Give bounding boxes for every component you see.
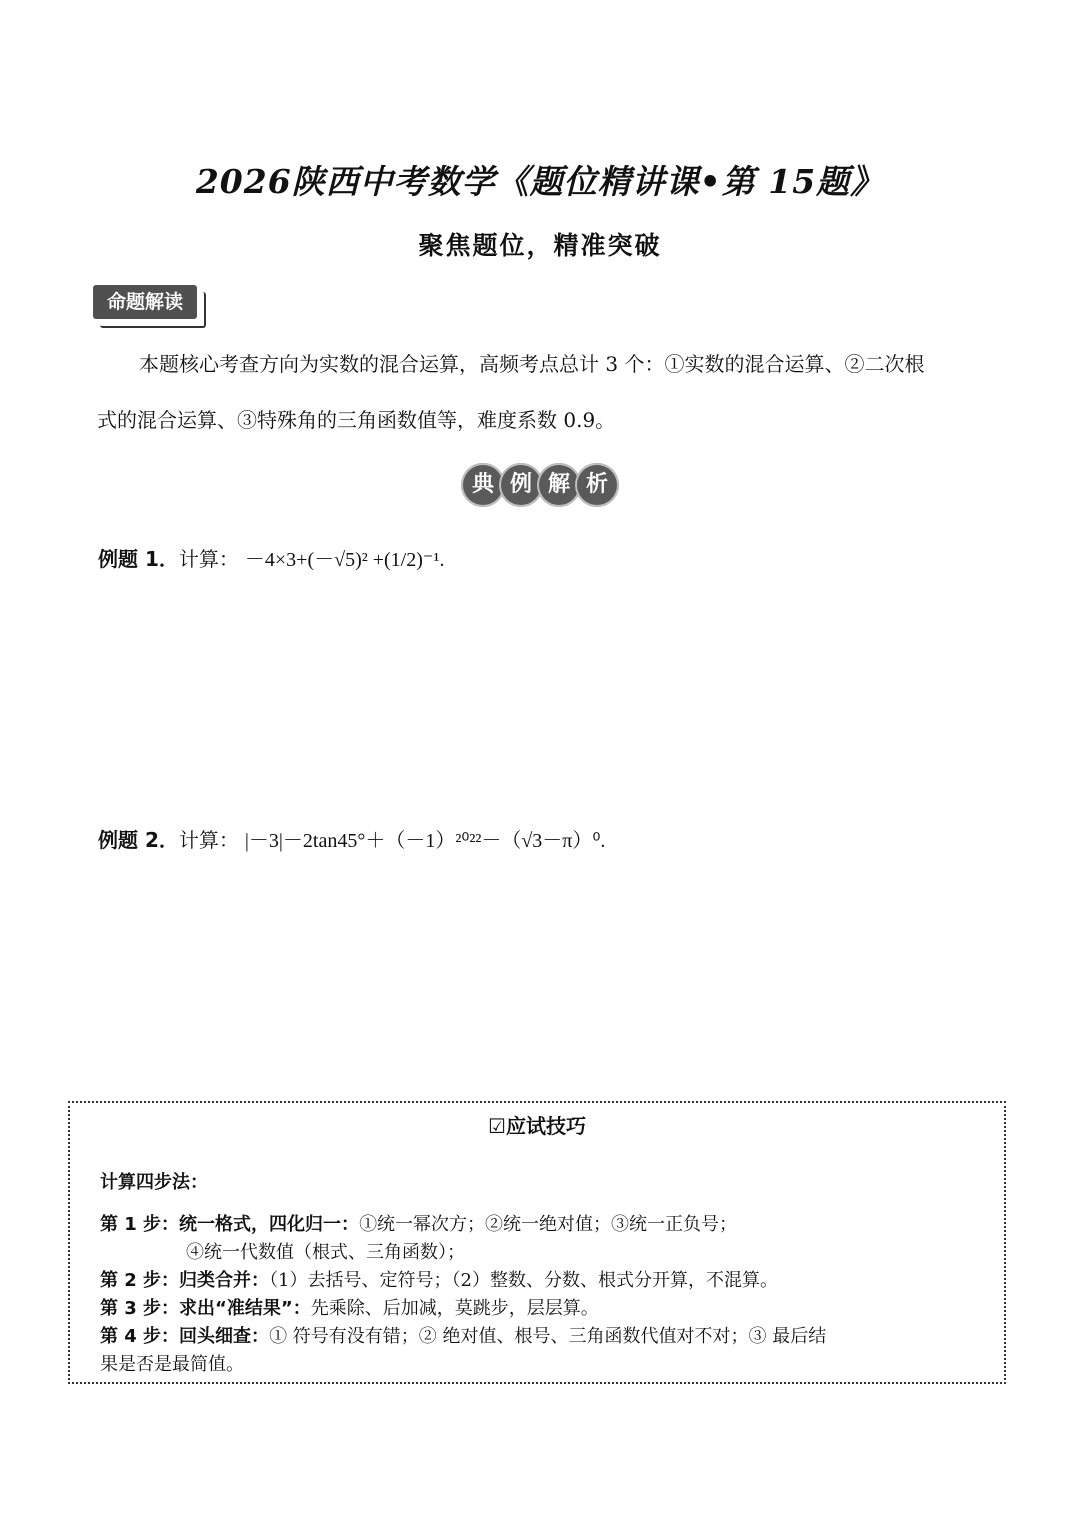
- example-2: [98, 824, 605, 853]
- example-1-prefix: 计算：: [178, 547, 239, 571]
- examples-header: [461, 463, 613, 511]
- example-2-label: 例题 2．: [98, 828, 179, 852]
- example-2-expression: |－3|－2tan45°＋（－1）²⁰²²－（√3－π）⁰.: [244, 830, 606, 852]
- tips-step: [100, 1266, 778, 1292]
- tips-step: [100, 1210, 737, 1236]
- examples-header-char: 例: [499, 463, 543, 507]
- tips-step-text: （1）去括号、定符号；（2）整数、分数、根式分开算，不混算。: [269, 1270, 778, 1291]
- tips-title: ☑应试技巧: [488, 1114, 586, 1138]
- analysis-tag: 命题解读: [93, 285, 197, 319]
- examples-header-char: 析: [575, 463, 619, 507]
- tips-step-text: ④统一代数值（根式、三角函数）；: [186, 1242, 465, 1263]
- analysis-line-2: 式的混合运算、③特殊角的三角函数值等，难度系数 0.9。: [97, 408, 616, 432]
- tips-step-label: 第 1 步：统一格式，四化归一：: [100, 1214, 360, 1235]
- examples-header-char: 典: [461, 463, 505, 507]
- tips-step: [100, 1294, 599, 1320]
- tips-step-text: 果是否是最简值。: [100, 1354, 244, 1375]
- example-1: [98, 543, 444, 572]
- examples-header-char: 解: [537, 463, 581, 507]
- tips-step-text: 先乘除、后加减，莫跳步，层层算。: [310, 1298, 599, 1319]
- tips-heading: 计算四步法：: [100, 1172, 208, 1193]
- page-subtitle: 聚焦题位，精准突破: [418, 231, 662, 260]
- example-1-label: 例题 1．: [98, 547, 179, 571]
- tips-step: [100, 1322, 826, 1348]
- tips-step-text: ① 符号有没有错；② 绝对值、根号、三角函数代值对不对；③ 最后结: [269, 1326, 827, 1347]
- tips-step-label: 第 4 步：回头细查：: [100, 1326, 270, 1347]
- page-title: 2026陕西中考数学《题位精讲课•第 15题》: [195, 162, 885, 201]
- analysis-line-1: 本题核心考查方向为实数的混合运算，高频考点总计 3 个：①实数的混合运算、②二次根: [139, 352, 925, 376]
- tips-step: [100, 1350, 244, 1376]
- example-1-expression: －4×3+(－√5)² +(1/2)⁻¹.: [244, 549, 445, 571]
- tips-step-label: 第 3 步：求出“准结果”：: [100, 1298, 311, 1319]
- tips-step-text: ①统一幂次方；②统一绝对值；③统一正负号；: [359, 1214, 738, 1235]
- tips-step: [186, 1238, 465, 1264]
- example-2-prefix: 计算：: [178, 828, 239, 852]
- analysis-text: [97, 336, 992, 448]
- tips-step-label: 第 2 步：归类合并：: [100, 1270, 270, 1291]
